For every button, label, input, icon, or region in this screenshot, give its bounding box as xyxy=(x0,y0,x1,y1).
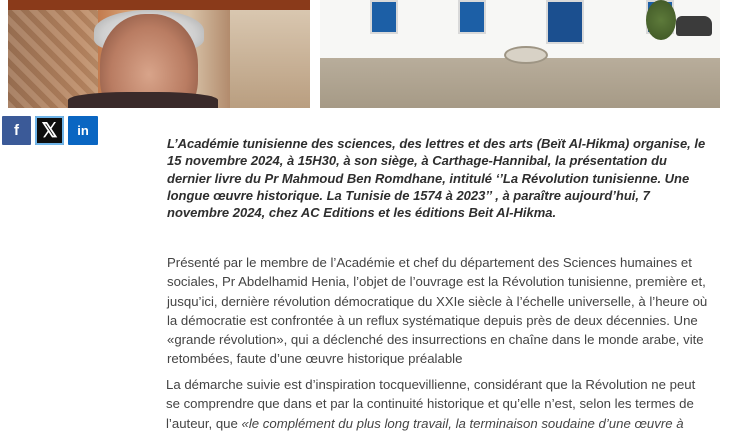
academy-building-image xyxy=(320,0,720,108)
author-portrait-image xyxy=(8,0,310,108)
linkedin-icon: in xyxy=(77,123,89,138)
linkedin-share-button[interactable] xyxy=(68,116,98,145)
article-body xyxy=(166,135,708,431)
article-quote: «le complément du plus long travail, la terminaison soudaine d’une œuvre à xyxy=(241,415,684,431)
article-intro: L’Académie tunisienne des sciences, des lettres et des arts (Beït Al-Hikma) organise, le 15 novembre 2024, à 15H30, à son siège, à Carthage-Hannibal, la présentation du dernier livre du Pr Mahmoud Ben Romdhane, intitulé ‘’La Révolution tunisienne. Une longue œuvre historique. La Tunisie de 1574 à 2023’’ , à paraître aujourd’hui, 7 novembre 2024, chez AC Editions et les éditions Beit Al-Hikma. xyxy=(167,136,706,221)
article-paragraph-1: Présenté par le membre de l’Académie et chef du département des Sciences humaines et sociales, Pr Abdelhamid Henia, l’objet de l’ouvrage est la Révolution tunisienne, première et, jusqu’ici, dernière révolution démocratique du XXIe siècle à l’échelle universelle, à l’heure où la démocratie est confrontée à un reflux systématique depuis près de deux décennies. Une «grande révolution», qui a déclenché des insurrections en chaîne dans le monde arabe, vite retombées, faute d’une œuvre historique préalable xyxy=(167,255,708,367)
hero-images xyxy=(0,0,750,108)
facebook-share-button[interactable] xyxy=(2,116,31,145)
x-icon: 𝕏 xyxy=(41,120,58,142)
x-share-button[interactable] xyxy=(35,116,64,145)
article-paragraph-2 xyxy=(166,375,711,433)
facebook-icon: f xyxy=(14,122,19,139)
article-paragraph-2-text: La démarche suivie est d’inspiration tocquevillienne, considérant que la Révolution ne peut se comprendre que dans et par la continuité historique et qu’elle n’est, selon les termes de l’auteur, que xyxy=(166,377,696,431)
